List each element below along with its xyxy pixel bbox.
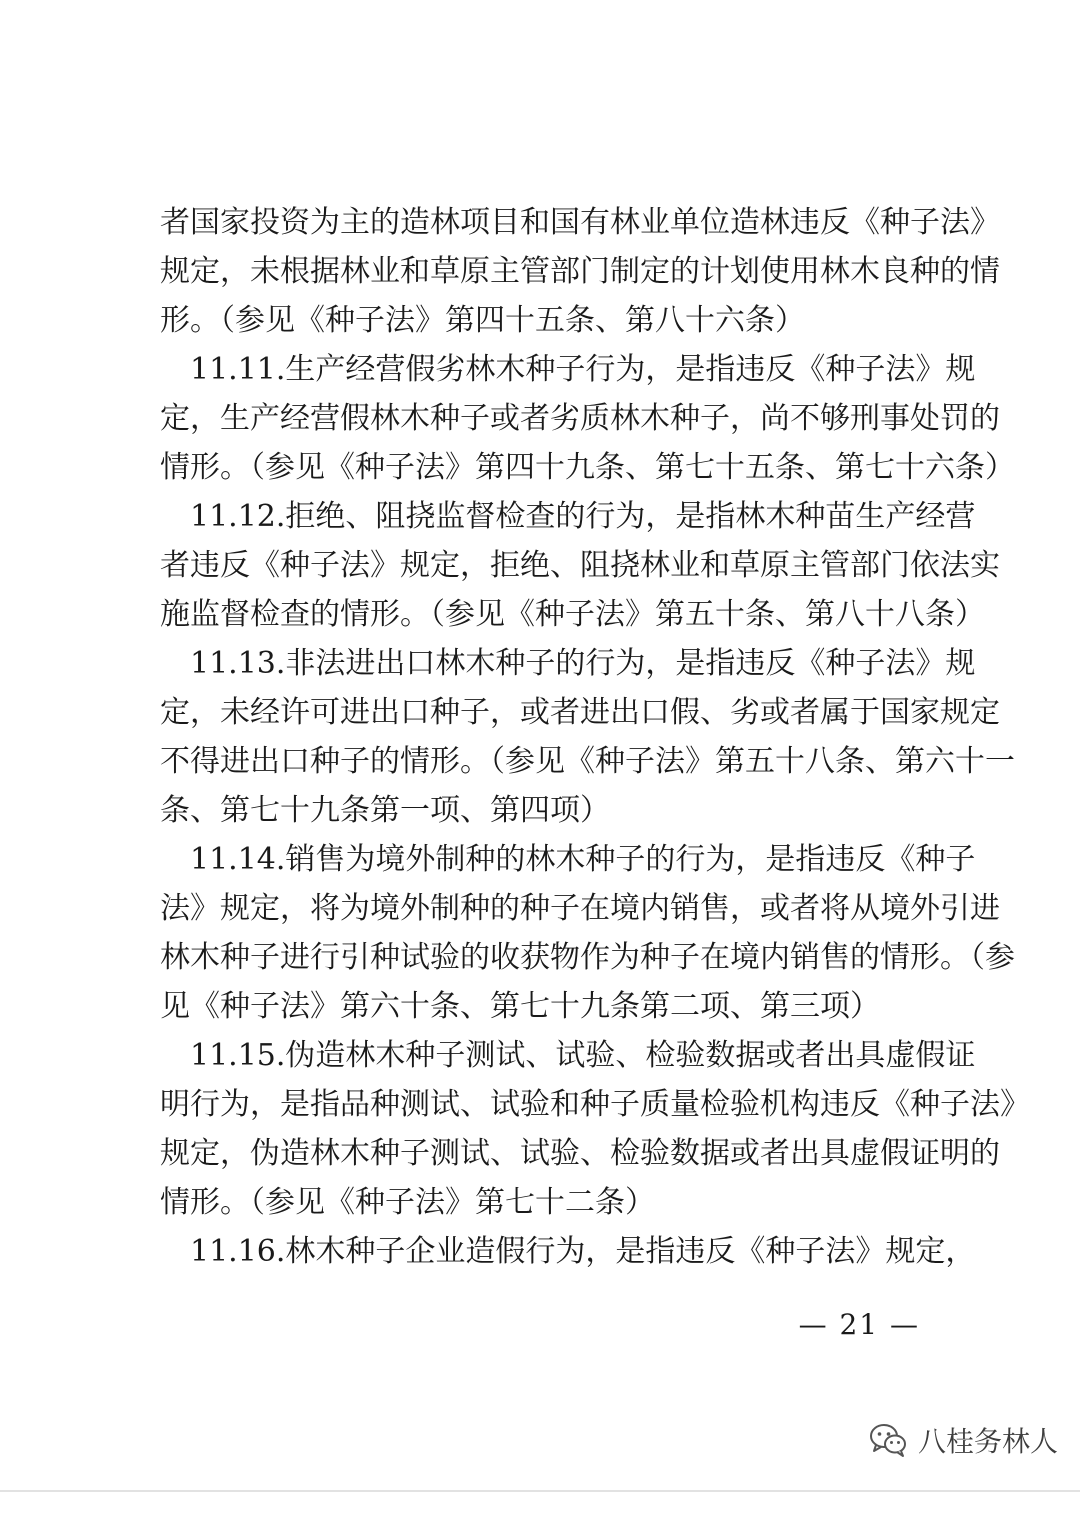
- text-line: 11.14.销售为境外制种的林木种子的行为，是指违反《种子: [160, 842, 976, 877]
- text-line: 11.16.林木种子企业造假行为，是指违反《种子法》规定，: [160, 1234, 976, 1269]
- text-line: 施监督检查的情形。（参见《种子法》第五十条、第八十八条）: [160, 597, 985, 632]
- text-line: 情形。（参见《种子法》第七十二条）: [160, 1185, 655, 1220]
- text-line: 林木种子进行引种试验的收获物作为种子在境内销售的情形。（参: [160, 940, 1015, 975]
- text-line: 定，生产经营假林木种子或者劣质林木种子，尚不够刑事处罚的: [160, 401, 1000, 436]
- text-line: 规定，伪造林木种子测试、试验、检验数据或者出具虚假证明的: [160, 1136, 1000, 1171]
- text-line: 11.11.生产经营假劣林木种子行为，是指违反《种子法》规: [160, 352, 976, 387]
- text-line: 定，未经许可进出口种子，或者进出口假、劣或者属于国家规定: [160, 695, 1000, 730]
- text-line: 条、第七十九条第一项、第四项）: [160, 793, 610, 828]
- text-line: 者国家投资为主的造林项目和国有林业单位造林违反《种子法》: [160, 205, 1000, 240]
- text-line: 11.15.伪造林木种子测试、试验、检验数据或者出具虚假证: [160, 1038, 976, 1073]
- text-line: 形。（参见《种子法》第四十五条、第八十六条）: [160, 303, 805, 338]
- text-line: 11.12.拒绝、阻挠监督检查的行为，是指林木种苗生产经营: [160, 499, 976, 534]
- wechat-icon: [868, 1422, 908, 1458]
- account-watermark: [868, 1418, 1058, 1462]
- text-line: 11.13.非法进出口林木种子的行为，是指违反《种子法》规: [160, 646, 976, 681]
- page-bottom-edge: [0, 1490, 1080, 1492]
- text-line: 不得进出口种子的情形。（参见《种子法》第五十八条、第六十一: [160, 744, 1015, 779]
- text-line: 明行为，是指品种测试、试验和种子质量检验机构违反《种子法》: [160, 1087, 1030, 1122]
- text-line: 法》规定，将为境外制种的种子在境内销售，或者将从境外引进: [160, 891, 1000, 926]
- text-line: 情形。（参见《种子法》第四十九条、第七十五条、第七十六条）: [160, 450, 1015, 485]
- text-line: 见《种子法》第六十条、第七十九条第二项、第三项）: [160, 989, 880, 1024]
- page-number: — 21 —: [798, 1308, 920, 1341]
- text-line: 规定，未根据林业和草原主管部门制定的计划使用林木良种的情: [160, 254, 1000, 289]
- text-line: 者违反《种子法》规定，拒绝、阻挠林业和草原主管部门依法实: [160, 548, 1000, 583]
- watermark-label: 八桂务林人: [918, 1425, 1059, 1458]
